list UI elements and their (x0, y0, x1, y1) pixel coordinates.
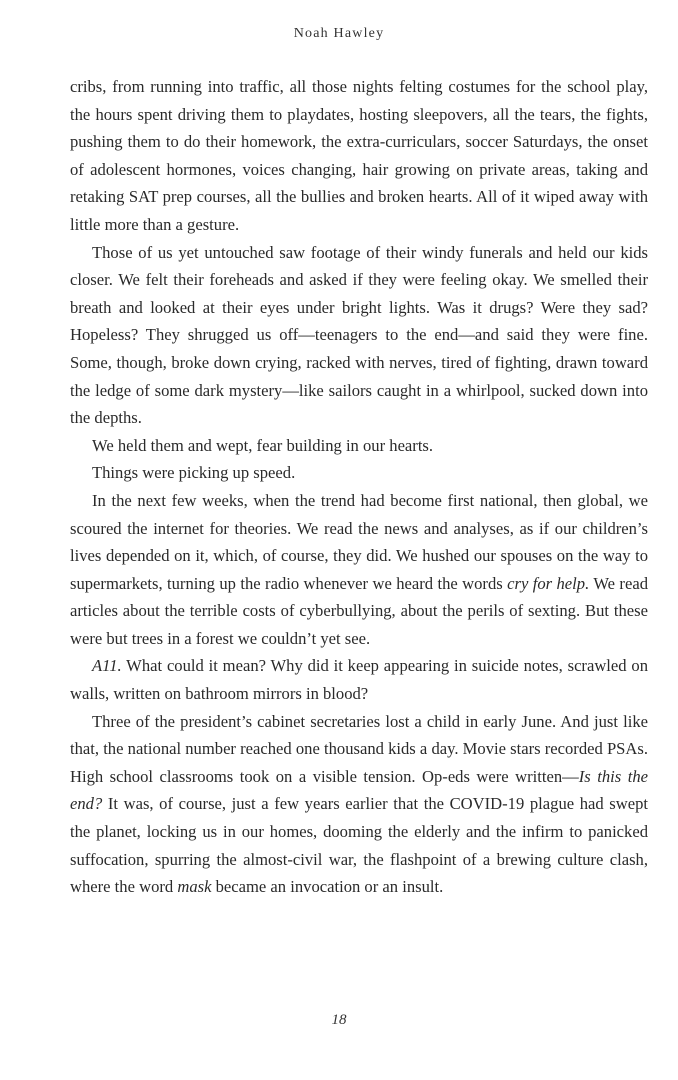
paragraph-5-italic: cry for help. (507, 573, 590, 593)
paragraph-1: cribs, from running into traffic, all those nights felting costumes for the school play, the hours spent driving them to playdates, hosting sleepovers, all the tears, the fights, pushing them to do their homework, the extra-curriculars, soccer Saturdays, the onset of adolescent hormones, voices changing, hair growing on private areas, taking and retaking SAT prep courses, all the bullies and broken hearts. All of it wiped away with little more than a gesture. (70, 77, 648, 234)
paragraph-6-italic: A11. (92, 656, 122, 676)
paragraph-6 (70, 652, 648, 707)
paragraph-7-italic-2: mask (177, 877, 212, 897)
paragraph-4: Things were picking up speed. (92, 463, 296, 483)
paragraph-5-text-b: We read articles about the terrible costs of cyberbullying, about the perils of sexting. But these were but trees in a forest we couldn’t yet see. (70, 573, 648, 648)
body-text (70, 73, 648, 901)
paragraph-6-text: What could it mean? Why did it keep appearing in suicide notes, scrawled on walls, written on bathroom mirrors in blood? (70, 656, 648, 704)
paragraph-3: We held them and wept, fear building in our hearts. (92, 435, 434, 455)
paragraph-7-text-a: Three of the president’s cabinet secretaries lost a child in early June. And just like that, the national number reached one thousand kids a day. Movie stars recorded PSAs. High school classrooms took on a visible tension. Op-eds were written— (70, 711, 648, 786)
paragraph-5-text-a: In the next few weeks, when the trend had become first national, then global, we scoured the internet for theories. We read the news and analyses, as if our children’s lives depended on it, which, of course, they did. We hushed our spouses on the way to supermarkets, turning up the radio whenever we heard the words (70, 490, 648, 593)
paragraph-7-text-c: became an invocation or an insult. (211, 877, 444, 897)
paragraph-2: Those of us yet untouched saw footage of their windy funerals and held our kids closer. We felt their foreheads and asked if they were feeling okay. We smelled their breath and looked at their eyes under bright lights. Was it drugs? Were they sad? Hopeless? They shrugged us off—teenagers to the end—and said they were fine. Some, though, broke down crying, racked with nerves, tired of fighting, drawn toward the ledge of some dark mystery—like sailors caught in a whirlpool, sucked down into the depths. (70, 242, 648, 428)
paragraph-7-italic-1: Is this the end? (70, 766, 648, 814)
paragraph-5 (70, 487, 648, 653)
paragraph-7-text-b: It was, of course, just a few years earlier that the COVID-19 plague had swept the planet, locking us in our homes, dooming the elderly and the infirm to panicked suffocation, spurring the almost-civil war, the flashpoint of a brewing culture clash, where the word (70, 794, 648, 897)
paragraph-7 (70, 708, 648, 901)
page-number: 18 (331, 1012, 347, 1028)
running-head: Noah Hawley (293, 26, 385, 41)
